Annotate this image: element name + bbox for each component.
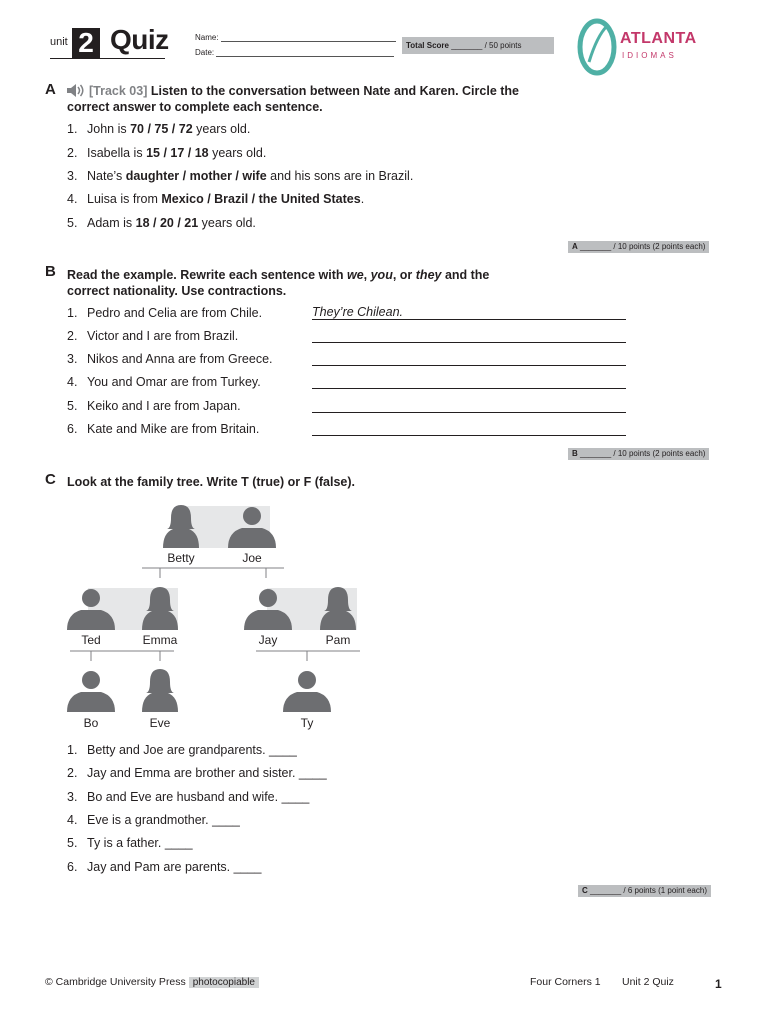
item-text: years old. [208, 146, 267, 160]
list-item [67, 743, 297, 757]
item-text[interactable]: Bo and Eve are husband and wife. ____ [87, 790, 310, 804]
item-text: . [360, 192, 365, 206]
item-text: Victor and I are from Brazil. [87, 329, 239, 343]
list-item [67, 766, 327, 780]
item-text[interactable]: Jay and Emma are brother and sister. ____ [87, 766, 327, 780]
footer-quiz: Unit 2 Quiz [622, 976, 674, 988]
page-number: 1 [715, 977, 722, 991]
list-item [67, 860, 261, 874]
item-number: 4. [67, 813, 78, 827]
section-b-letter: B [45, 263, 56, 280]
item-number: 5. [67, 216, 78, 230]
pronoun-they: they [415, 268, 442, 282]
tree-label-betty: Betty [167, 551, 195, 565]
section-c-score-letter: C [582, 886, 588, 895]
total-score-label: Total Score [406, 41, 449, 50]
item-number: 3. [67, 790, 78, 804]
pronoun-we: we [346, 268, 364, 282]
answer-field[interactable] [312, 374, 626, 389]
item-text: You and Omar are from Turkey. [87, 375, 261, 389]
ty-silhouette-icon [283, 671, 331, 712]
tree-label-emma: Emma [142, 633, 178, 647]
tree-label-bo: Bo [83, 716, 99, 730]
list-item [67, 399, 241, 413]
section-a-instruction-line1: Listen to the conversation between Nate and Karen. Circle the [150, 84, 519, 98]
answer-options[interactable]: 70 / 75 / 72 [130, 122, 193, 136]
unit-number: 2 [72, 28, 100, 58]
section-c-instruction: Look at the family tree. Write T (true) or F (false). [67, 475, 356, 489]
answer-options[interactable]: daughter / mother / wife [125, 169, 267, 183]
section-c-score-text: _______ / 6 points (1 point each) [590, 886, 707, 895]
item-text: Kate and Mike are from Britain. [87, 422, 260, 436]
unit-label: unit [50, 36, 68, 48]
audio-speaker-icon[interactable] [66, 84, 86, 97]
item-text: Luisa is from [87, 192, 162, 206]
item-number: 1. [67, 306, 78, 320]
tree-label-pam: Pam [325, 633, 351, 647]
section-a-score-text: _______ / 10 points (2 points each) [580, 242, 706, 251]
date-line[interactable] [216, 47, 394, 57]
family-tree-diagram [62, 500, 362, 740]
section-b-instruction-post: and the [441, 268, 490, 282]
bo-silhouette-icon [67, 671, 115, 712]
name-line[interactable] [221, 32, 396, 42]
item-text: Adam is [87, 216, 136, 230]
list-item [67, 169, 413, 183]
name-field[interactable] [195, 32, 396, 42]
list-item [67, 813, 240, 827]
item-text: Keiko and I are from Japan. [87, 399, 241, 413]
footer-book: Four Corners 1 [530, 976, 601, 988]
answer-options[interactable]: 15 / 17 / 18 [146, 146, 209, 160]
list-item [67, 122, 250, 136]
name-label: Name: [195, 33, 219, 42]
list-item [67, 422, 259, 436]
logo-subtitle: IDIOMAS [622, 51, 677, 60]
list-item [67, 216, 256, 230]
section-c-letter: C [45, 471, 56, 488]
section-a-score-letter: A [572, 242, 578, 251]
list-item [67, 146, 266, 160]
photocopiable-badge: photocopiable [189, 977, 259, 988]
total-score-box [402, 37, 554, 54]
item-number: 2. [67, 766, 78, 780]
item-number: 1. [67, 122, 78, 136]
answer-field[interactable]: They’re Chilean. [312, 305, 626, 320]
list-item [67, 329, 238, 343]
list-item [67, 836, 193, 850]
item-text: years old. [198, 216, 256, 230]
tree-label-ty: Ty [300, 716, 314, 730]
tree-label-ted: Ted [81, 633, 101, 647]
answer-options[interactable]: 18 / 20 / 21 [135, 216, 199, 230]
section-a-score [568, 241, 709, 253]
item-text[interactable]: Eve is a grandmother. ____ [87, 813, 240, 827]
item-text: and his sons are in Brazil. [266, 169, 414, 183]
section-b-instruction-line2: correct nationality. Use contractions. [67, 284, 287, 298]
answer-options[interactable]: Mexico / Brazil / the United States [161, 192, 361, 206]
item-number: 5. [67, 836, 78, 850]
item-text: Nate’s [87, 169, 126, 183]
list-item [67, 352, 273, 366]
list-item [67, 375, 261, 389]
section-a-letter: A [45, 81, 56, 98]
logo-name: ATLANTA [620, 30, 697, 47]
item-number: 6. [67, 860, 78, 874]
item-text[interactable]: Ty is a father. ____ [87, 836, 193, 850]
list-item [67, 306, 262, 320]
copyright [45, 976, 259, 988]
copyright-text: © Cambridge University Press [45, 976, 186, 988]
section-b-score-letter: B [572, 449, 578, 458]
item-number: 2. [67, 329, 78, 343]
list-item [67, 192, 364, 206]
item-text: Isabella is [87, 146, 147, 160]
eve-silhouette-icon [142, 669, 178, 712]
item-text[interactable]: Betty and Joe are grandparents. ____ [87, 743, 297, 757]
date-field[interactable] [195, 47, 394, 57]
date-label: Date: [195, 48, 215, 57]
section-c-score [578, 885, 711, 897]
item-number: 6. [67, 422, 78, 436]
tree-label-eve: Eve [149, 716, 171, 730]
item-text: years old. [192, 122, 251, 136]
item-text[interactable]: Jay and Pam are parents. ____ [87, 860, 262, 874]
section-b-score [568, 448, 709, 460]
section-a-instruction-line2: correct answer to complete each sentence. [67, 100, 323, 114]
answer-field[interactable] [312, 351, 626, 366]
section-a-instruction [89, 83, 559, 99]
answer-field[interactable] [312, 398, 626, 413]
pronoun-you: you [370, 268, 393, 282]
item-text: John is [87, 122, 131, 136]
section-b-score-text: _______ / 10 points (2 points each) [580, 449, 706, 458]
quiz-title: Quiz [110, 24, 169, 55]
item-number: 3. [67, 352, 78, 366]
item-number: 1. [67, 743, 78, 757]
item-number: 3. [67, 169, 78, 183]
section-b-or: , or [392, 268, 416, 282]
tree-label-joe: Joe [242, 551, 262, 565]
item-number: 4. [67, 375, 78, 389]
item-text: Pedro and Celia are from Chile. [87, 306, 263, 320]
answer-field[interactable] [312, 421, 626, 436]
item-text: Nikos and Anna are from Greece. [87, 352, 273, 366]
total-score-points: _______ / 50 points [451, 41, 522, 50]
track-label: [Track 03] [89, 84, 148, 98]
list-item [67, 790, 309, 804]
item-number: 2. [67, 146, 78, 160]
answer-field[interactable] [312, 328, 626, 343]
tree-label-jay: Jay [258, 633, 278, 647]
section-b-instruction: Read the example. Rewrite each sentence with we, you, or they and the [67, 268, 490, 282]
section-b-instruction-pre: Read the example. Rewrite each sentence with [67, 268, 347, 282]
title-rule [50, 58, 165, 59]
item-number: 5. [67, 399, 78, 413]
item-number: 4. [67, 192, 78, 206]
